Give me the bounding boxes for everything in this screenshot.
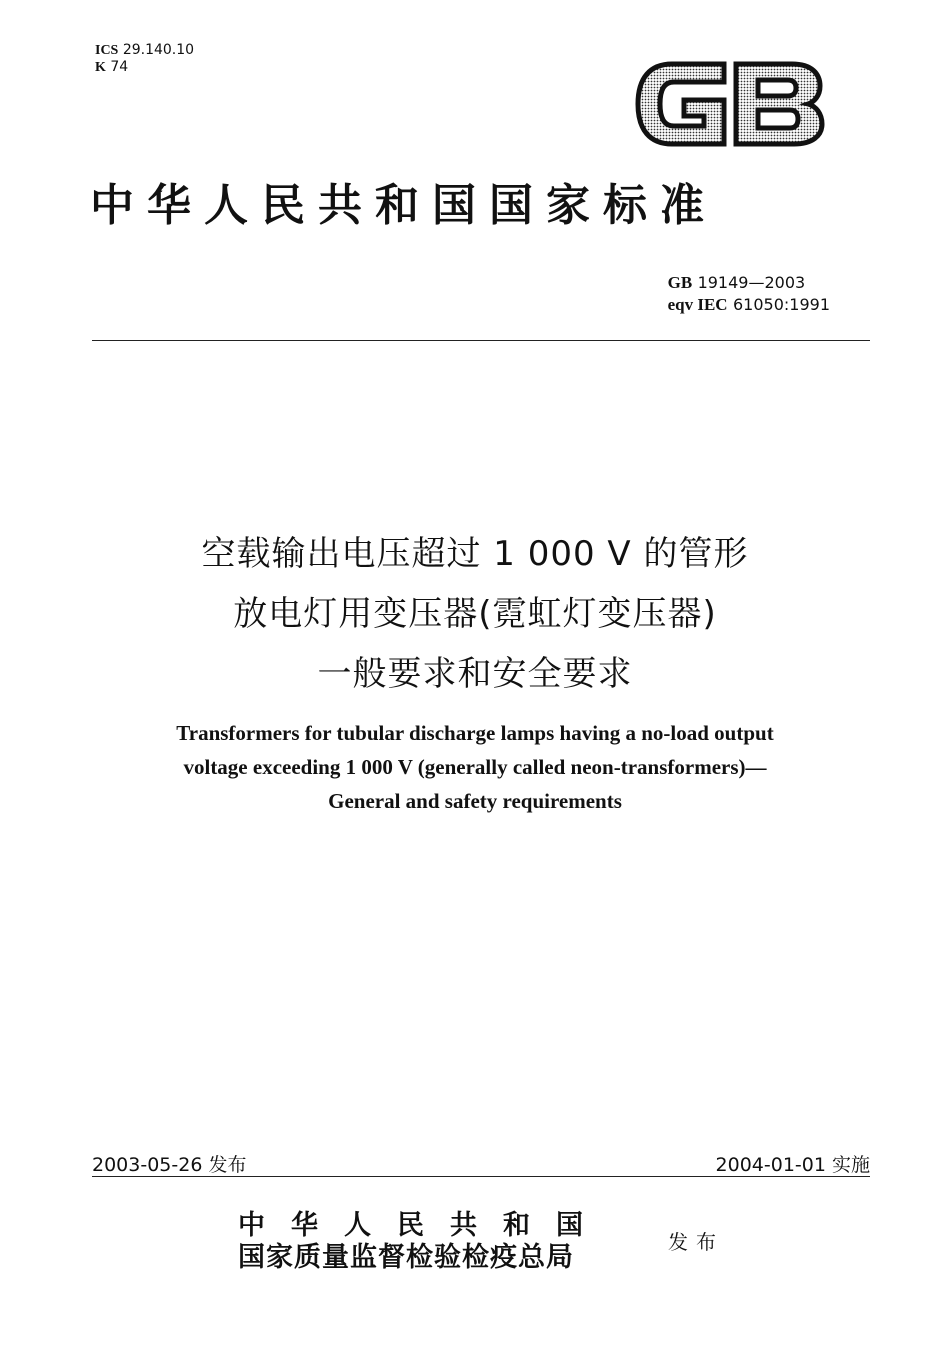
english-title-line-3: General and safety requirements xyxy=(328,789,622,813)
issue-date: 2003-05-26 发布 xyxy=(92,1154,247,1176)
standard-number-block xyxy=(668,272,830,316)
ccs-code xyxy=(95,59,194,76)
ics-label: ICS xyxy=(95,43,119,58)
chinese-title-line-2: 放电灯用变压器(霓虹灯变压器) xyxy=(233,594,717,634)
english-title-line-2: voltage exceeding 1 000 V (generally called neon-transformers)— xyxy=(183,755,767,779)
issue-action: 发布 xyxy=(668,1230,724,1254)
gb-number-value: 19149—2003 xyxy=(697,273,806,292)
ics-value: 29.140.10 xyxy=(122,42,195,58)
english-title-line-1: Transformers for tubular discharge lamps having a no-load output xyxy=(176,721,774,745)
national-standard-title: 中华人民共和国国家标准 xyxy=(90,180,717,231)
gb-logo xyxy=(632,56,828,152)
ics-code xyxy=(95,42,194,59)
gb-logo-graphic xyxy=(632,56,828,152)
eqv-number-value: 61050:1991 xyxy=(732,295,830,314)
eqv-number xyxy=(668,294,830,316)
bottom-divider xyxy=(92,1176,870,1177)
ccs-label: K xyxy=(95,60,106,75)
classification-codes xyxy=(95,42,194,76)
eqv-number-label: eqv IEC xyxy=(667,295,728,314)
ccs-value: 74 xyxy=(110,59,129,75)
issuer-line-2: 国家质量监督检验检疫总局 xyxy=(238,1242,574,1273)
gb-number-label: GB xyxy=(667,273,693,292)
issuer-line-1: 中华人民共和国 xyxy=(238,1210,609,1241)
chinese-title-line-3: 一般要求和安全要求 xyxy=(317,654,633,694)
issuing-authority xyxy=(238,1210,609,1274)
chinese-title xyxy=(60,524,890,704)
top-divider xyxy=(92,340,870,341)
implementation-date: 2004-01-01 实施 xyxy=(715,1154,870,1176)
english-title xyxy=(60,716,890,818)
chinese-title-line-1: 空载输出电压超过 1 000 V 的管形 xyxy=(201,534,749,574)
gb-number xyxy=(668,272,830,294)
